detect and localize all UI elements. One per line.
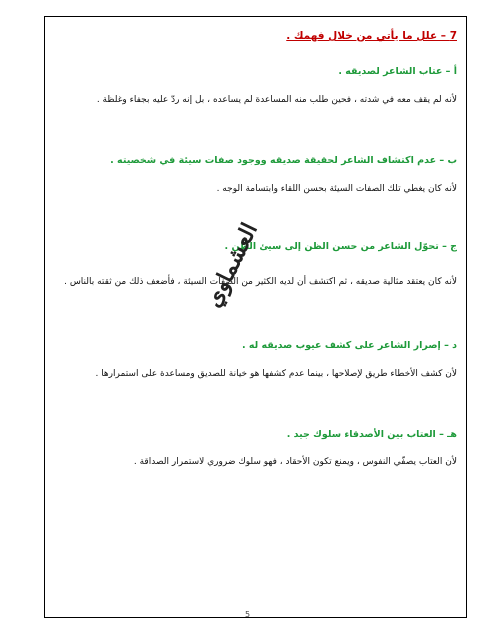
item-3-question: ج – تحوّل الشاعر من حسن الظن إلى سيئ الظن . bbox=[224, 241, 457, 252]
item-2-question: ب – عدم اكتشاف الشاعر لحقيقة صديقه ووجود صفات سيئة في شخصيته . bbox=[110, 155, 457, 166]
watermark: العشماوي bbox=[200, 218, 263, 312]
item-4-answer: لأن كشف الأخطاء طريق لإصلاحها ، بينما عدم كشفها هو خيانة للصديق ومساعدة على استمرارها . bbox=[95, 369, 457, 379]
page-number: 5 bbox=[244, 610, 251, 619]
item-5-answer: لأن العتاب يصفّي النفوس ، ويمنع تكون الأحقاد ، فهو سلوك ضروري لاستمرار الصداقة . bbox=[133, 457, 457, 467]
item-1-question: أ – عتاب الشاعر لصديقه . bbox=[338, 66, 457, 77]
item-5-question: هـ – العتاب بين الأصدقاء سلوك جيد . bbox=[286, 429, 457, 440]
question-title: 7 – علل ما يأتي من خلال فهمك . bbox=[286, 30, 457, 42]
page-border bbox=[44, 16, 467, 618]
item-4-question: د – إصرار الشاعر على كشف عيوب صديقه له . bbox=[241, 340, 457, 351]
item-3-answer: لأنه كان يعتقد مثالية صديقه ، ثم اكتشف أن لديه الكثير من الصفات السيئة ، فأضعف ذلك من ثقته بالناس . bbox=[64, 277, 457, 287]
item-2-answer: لأنه كان يغطي تلك الصفات السيئة بحسن اللقاء وابتسامة الوجه . bbox=[216, 184, 457, 194]
item-1-answer: لأنه لم يقف معه في شدته ، فحين طلب منه المساعدة لم يساعده ، بل إنه ردّ عليه بجفاء وغلظة . bbox=[96, 95, 457, 105]
